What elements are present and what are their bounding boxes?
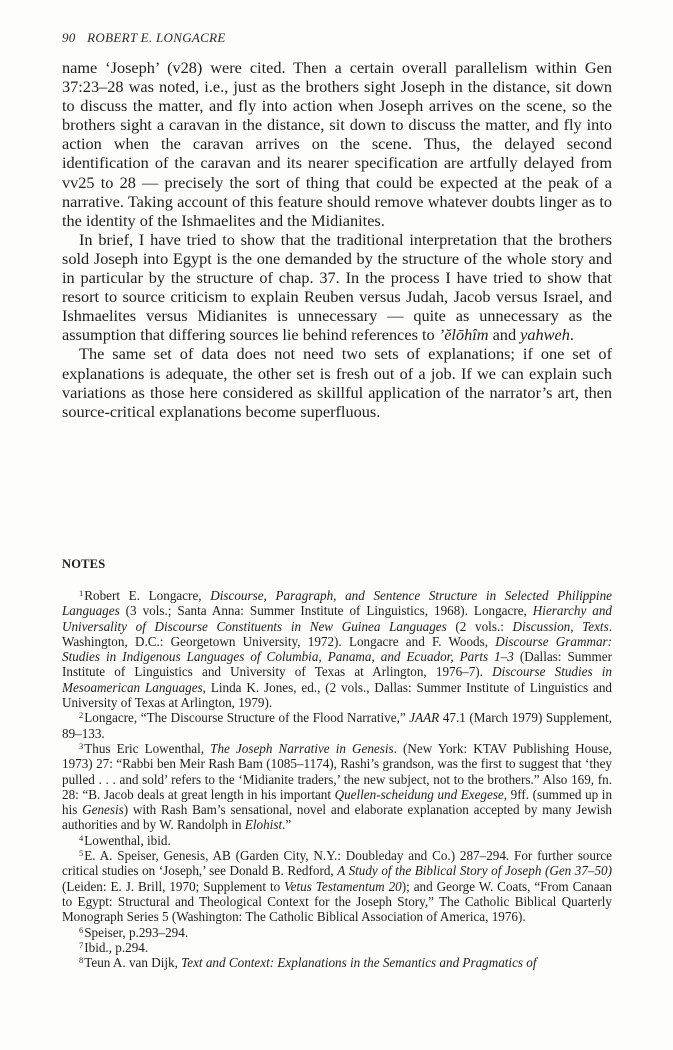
italic-text: yahweh [520,325,570,345]
text-run: Ibid., p.294. [84,939,149,955]
text-run: E. A. Speiser, Genesis, AB (Garden City, N.Y.: Doubleday and Co.) 287–294. For further source critical studies on ‘Joseph,’ see Donald B. Redford, [62,848,612,879]
italic-text: The Joseph Narrative in Genesis [210,740,394,756]
running-head [62,30,226,46]
note-number: 7 [79,939,84,950]
text-run: Teun A. van Dijk, [84,955,182,971]
text-run: . Washington, D.C.: Georgetown University, 1972). Longacre and F. Woods, [62,618,612,649]
text-run: . [569,325,574,345]
text-run: ) with Rash Bam’s sensational, novel and elaborate explanation accepted by many Jewish authorities and by W. Randolph in [62,802,613,833]
note-item [62,955,612,970]
italic-text: A Study of the Biblical Story of Joseph (Gen 37–50) [337,863,613,879]
body-text [62,58,612,421]
text-run: (3 vols.; Santa Anna: Summer Institute of Linguistics, 1968). Longacre, [119,603,533,619]
text-run: and [488,325,521,345]
italic-text: Discourse Studies in Mesoamerican Languages [62,664,613,695]
page-number: 90 [62,30,76,45]
note-number: 8 [79,955,84,966]
note-item [62,940,612,955]
text-run: 47.1 (March 1979) Supplement, 89–133. [62,710,612,741]
text-run: Thus Eric Lowenthal, [84,740,211,756]
text-run: Lowenthal, ibid. [84,832,171,848]
author-name: ROBERT E. LONGACRE [87,30,226,45]
italic-text: ’ĕlōhîm [438,325,489,345]
italic-text: Discourse Grammar: Studies in Indigenous Languages of Columbia, Panama, and Ecuador, Parts 1–3 [62,633,613,665]
text-run: Longacre, “The Discourse Structure of the Flood Narrative,” [84,710,410,726]
italic-text: JAAR [409,710,440,726]
italic-text: Discourse, Paragraph, and Sentence Structure in Selected Philippine Languages [62,588,612,619]
note-item [62,741,612,833]
text-run: . (New York: KTAV Publishing House, 1973) 27: “Rabbi ben Meir Rash Bam (1085–1174), Rashi’s grandson, was the first to suggest that ‘they pulled . . . and sold’ refers to the ‘Midianite traders,’ the new subject, not to the brothers.” Also 169, fn. 28: “B. Jacob deals at great length in his important [62,740,612,802]
text-run: Speiser, p.293–294. [84,924,189,940]
italic-text: Elohist [244,817,283,833]
note-number: 2 [79,710,84,721]
italic-text: Genesis [82,802,124,818]
note-number: 5 [79,848,84,859]
body-paragraph [62,58,612,230]
body-paragraph [62,344,612,420]
text-run: , 9ff. (summed up in his [62,786,613,818]
text-run: In brief, I have tried to show that the traditional interpretation that the brothers sold Joseph into Egypt is the one demanded by the structure of the whole story and in particular by the structure of chap. 37. In the process I have tried to show that resort to source criticism to explain Reuben versus Judah, Jacob versus Israel, and Ishmaelites versus Midianites is unnecessary — quite as unnecessary as the assumption that differing sources lie behind references to [62,229,612,345]
italic-text: Discussion, Texts [512,618,609,634]
italic-text: Vetus Testamentum 20 [284,878,402,894]
text-run: , Linda K. Jones, ed., (2 vols., Dallas: Summer Institute of Linguistics and University of Texas at Arlington, 1979). [62,679,612,711]
note-item [62,833,612,848]
italic-text: Text and Context: Explanations in the Semantics and Pragmatics of [181,955,537,971]
text-run: Robert E. Longacre, [84,588,211,603]
notes-list [62,588,612,970]
note-item [62,588,612,710]
text-run: (Dallas: Summer Institute of Linguistics and University of Texas at Arlington, 1976–7). [62,649,612,680]
note-item [62,925,612,940]
text-run: (2 vols.: [446,618,513,634]
note-number: 4 [79,832,84,843]
note-number: 6 [79,924,84,935]
body-paragraph [62,230,612,345]
text-run: ); and George W. Coats, “From Canaan to Egypt: Structural and Theological Context for the Joseph Story,” The Catholic Biblical Quarterly Monograph Series 5 (Washington: The Catholic Biblical Association of America, 1976). [62,878,612,925]
note-number: 3 [79,740,84,751]
text-run: name ‘Joseph’ (v28) were cited. Then a certain overall parallelism within Gen 37:23–28 was noted, i.e., just as the brothers sight Joseph in the distance, sit down to discuss the matter, and fly into action when Joseph arrives on the scene, so the brothers sight a caravan in the distance, sit down to discuss the matter, and fly into action when the caravan arrives on the scene. Thus, the delayed second identification of the caravan and its nearer specification are artfully delayed from vv25 to 28 — precisely the sort of thing that could be expected at the peak of a narrative. Taking account of this feature should remove whatever doubts linger as to the identity of the Ishmaelites and the Midianites. [62,58,612,230]
text-run: (Leiden: E. J. Brill, 1970; Supplement to [62,878,285,894]
note-item [62,848,612,924]
note-number: 1 [79,588,84,598]
italic-text: Hierarchy and Universality of Discourse Constituents in New Guinea Languages [62,603,612,634]
notes-heading: NOTES [62,557,106,571]
note-item [62,710,612,741]
text-run: .” [282,817,292,833]
text-run: The same set of data does not need two sets of explanations; if one set of explanations is adequate, the other set is fresh out of a job. If we can explain such variations as those here considered as skillful application of the narrator’s art, then source-critical explanations become superfluous. [62,344,612,421]
italic-text: Quellen-scheidung und Exegese [334,786,504,802]
